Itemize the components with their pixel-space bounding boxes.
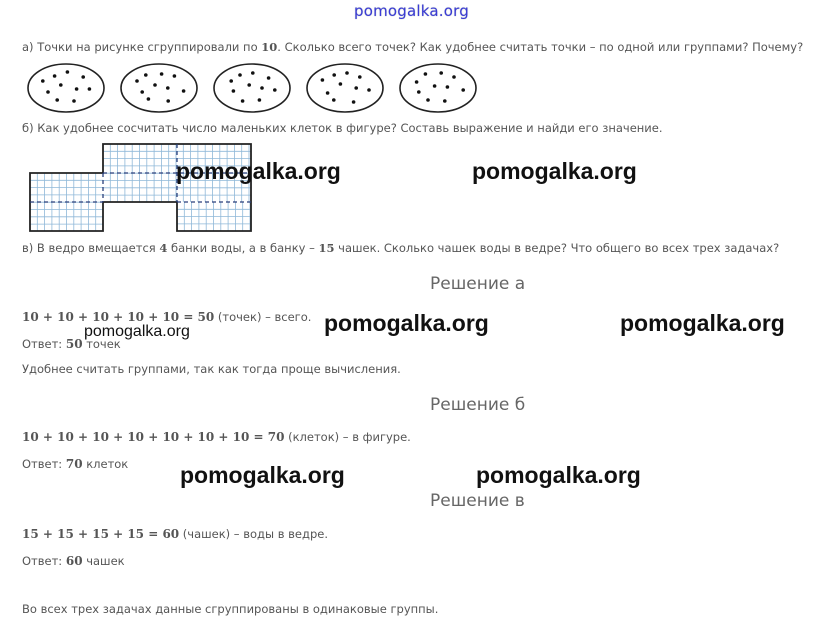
dot — [144, 73, 148, 77]
dot — [241, 99, 245, 103]
dot — [46, 90, 50, 94]
dot — [424, 72, 428, 76]
grid-figure — [28, 142, 254, 234]
solution-a-title: Решение а — [430, 274, 526, 294]
dot — [166, 86, 170, 90]
solution-b-tail: (клеток) – в фигуре. — [284, 430, 411, 444]
solution-b-answer-number: 70 — [65, 457, 83, 471]
watermark: pomogalka.org — [324, 310, 489, 336]
dot — [415, 80, 419, 84]
dot — [81, 75, 85, 79]
dot — [55, 98, 59, 102]
dot — [247, 83, 251, 87]
dot — [461, 88, 465, 92]
watermark: pomogalka.org — [180, 462, 345, 488]
dot — [182, 89, 186, 93]
watermark: pomogalka.org — [84, 323, 190, 340]
dot — [41, 79, 45, 83]
task-c-text — [22, 241, 779, 255]
conclusion-text: Во всех трех задачах данные сгруппированы в одинаковые группы. — [22, 602, 439, 616]
solution-b-math: 10 + 10 + 10 + 10 + 10 + 10 + 10 = 70 — [22, 430, 285, 444]
dot — [53, 74, 57, 78]
dot — [135, 79, 139, 83]
dot — [153, 83, 157, 87]
solution-b-expression — [22, 430, 411, 444]
dot — [72, 99, 76, 103]
dot — [166, 99, 170, 103]
solution-c-answer-tail: чашек — [82, 554, 125, 568]
solution-a-answer-number: 50 — [65, 337, 83, 351]
dot — [358, 75, 362, 79]
dot — [433, 84, 437, 88]
dot — [258, 98, 262, 102]
dot — [229, 79, 233, 83]
solution-a-math: 10 + 10 + 10 + 10 + 10 = 50 — [22, 310, 215, 324]
dot — [446, 85, 450, 89]
dot — [147, 97, 151, 101]
dot — [140, 90, 144, 94]
task-c-number2: 15 — [318, 241, 335, 255]
dot — [345, 71, 349, 75]
solution-a-answer-tail: точек — [82, 337, 121, 351]
solution-b-title: Решение б — [430, 395, 526, 415]
dot-group-oval — [400, 64, 476, 112]
solution-c-title: Решение в — [430, 491, 525, 511]
task-a-prefix: а) Точки на рисунке сгруппировали по — [22, 40, 262, 54]
dot — [251, 71, 255, 75]
solution-a-expression — [22, 310, 311, 324]
dot — [160, 72, 164, 76]
watermark: pomogalka.org — [472, 158, 637, 184]
solution-b-answer-label: Ответ: — [22, 457, 66, 471]
dot — [354, 86, 358, 90]
dot — [443, 99, 447, 103]
site-header: pomogalka.org — [354, 2, 469, 20]
dot — [321, 78, 325, 82]
task-b-text: б) Как удобнее сосчитать число маленьких клеток в фигуре? Составь выражение и найди его значение. — [22, 121, 663, 135]
solution-c-answer — [22, 554, 125, 568]
dot — [88, 87, 92, 91]
solution-c-math: 15 + 15 + 15 + 15 = 60 — [22, 527, 180, 541]
dot — [173, 74, 177, 78]
task-a-number: 10 — [261, 40, 278, 54]
task-a-suffix: . Сколько всего точек? Как удобнее считать точки – по одной или группами? Почему? — [277, 40, 804, 54]
solution-b-answer-tail: клеток — [82, 457, 129, 471]
dot — [326, 91, 330, 95]
solution-c-answer-label: Ответ: — [22, 554, 66, 568]
task-a-text — [22, 40, 803, 54]
dot — [66, 70, 70, 74]
dot — [352, 100, 356, 104]
task-c-part1: в) В ведро вмещается — [22, 241, 160, 255]
dot — [59, 83, 63, 87]
dot-group-oval — [214, 64, 290, 112]
dot — [332, 73, 336, 77]
task-c-number1: 4 — [159, 241, 168, 255]
watermark: pomogalka.org — [176, 158, 341, 184]
dot — [426, 98, 430, 102]
solution-a-note: Удобнее считать группами, так как тогда проще вычисления. — [22, 362, 401, 376]
dot — [260, 86, 264, 90]
dot — [339, 82, 343, 86]
dot-group-oval — [121, 64, 197, 112]
dot — [417, 90, 421, 94]
solution-c-tail: (чашек) – воды в ведре. — [179, 527, 328, 541]
solution-a-answer-label: Ответ: — [22, 337, 66, 351]
dot — [267, 76, 271, 80]
solution-c-answer-number: 60 — [65, 554, 83, 568]
task-c-part3: чашек. Сколько чашек воды в ведре? Что общего во всех трех задачах? — [334, 241, 780, 255]
dot — [367, 88, 371, 92]
dot — [75, 87, 79, 91]
dot — [452, 75, 456, 79]
solution-c-expression — [22, 527, 328, 541]
watermark: pomogalka.org — [620, 310, 785, 336]
dot — [238, 73, 242, 77]
dot-groups-figure — [20, 60, 480, 116]
dot-group-oval — [307, 64, 383, 112]
watermark: pomogalka.org — [476, 462, 641, 488]
task-c-part2: банки воды, а в банку – — [167, 241, 319, 255]
solution-a-tail: (точек) – всего. — [214, 310, 312, 324]
dot — [232, 89, 236, 93]
dot — [439, 71, 443, 75]
dot — [273, 88, 277, 92]
solution-b-answer — [22, 457, 128, 471]
dot — [332, 98, 336, 102]
